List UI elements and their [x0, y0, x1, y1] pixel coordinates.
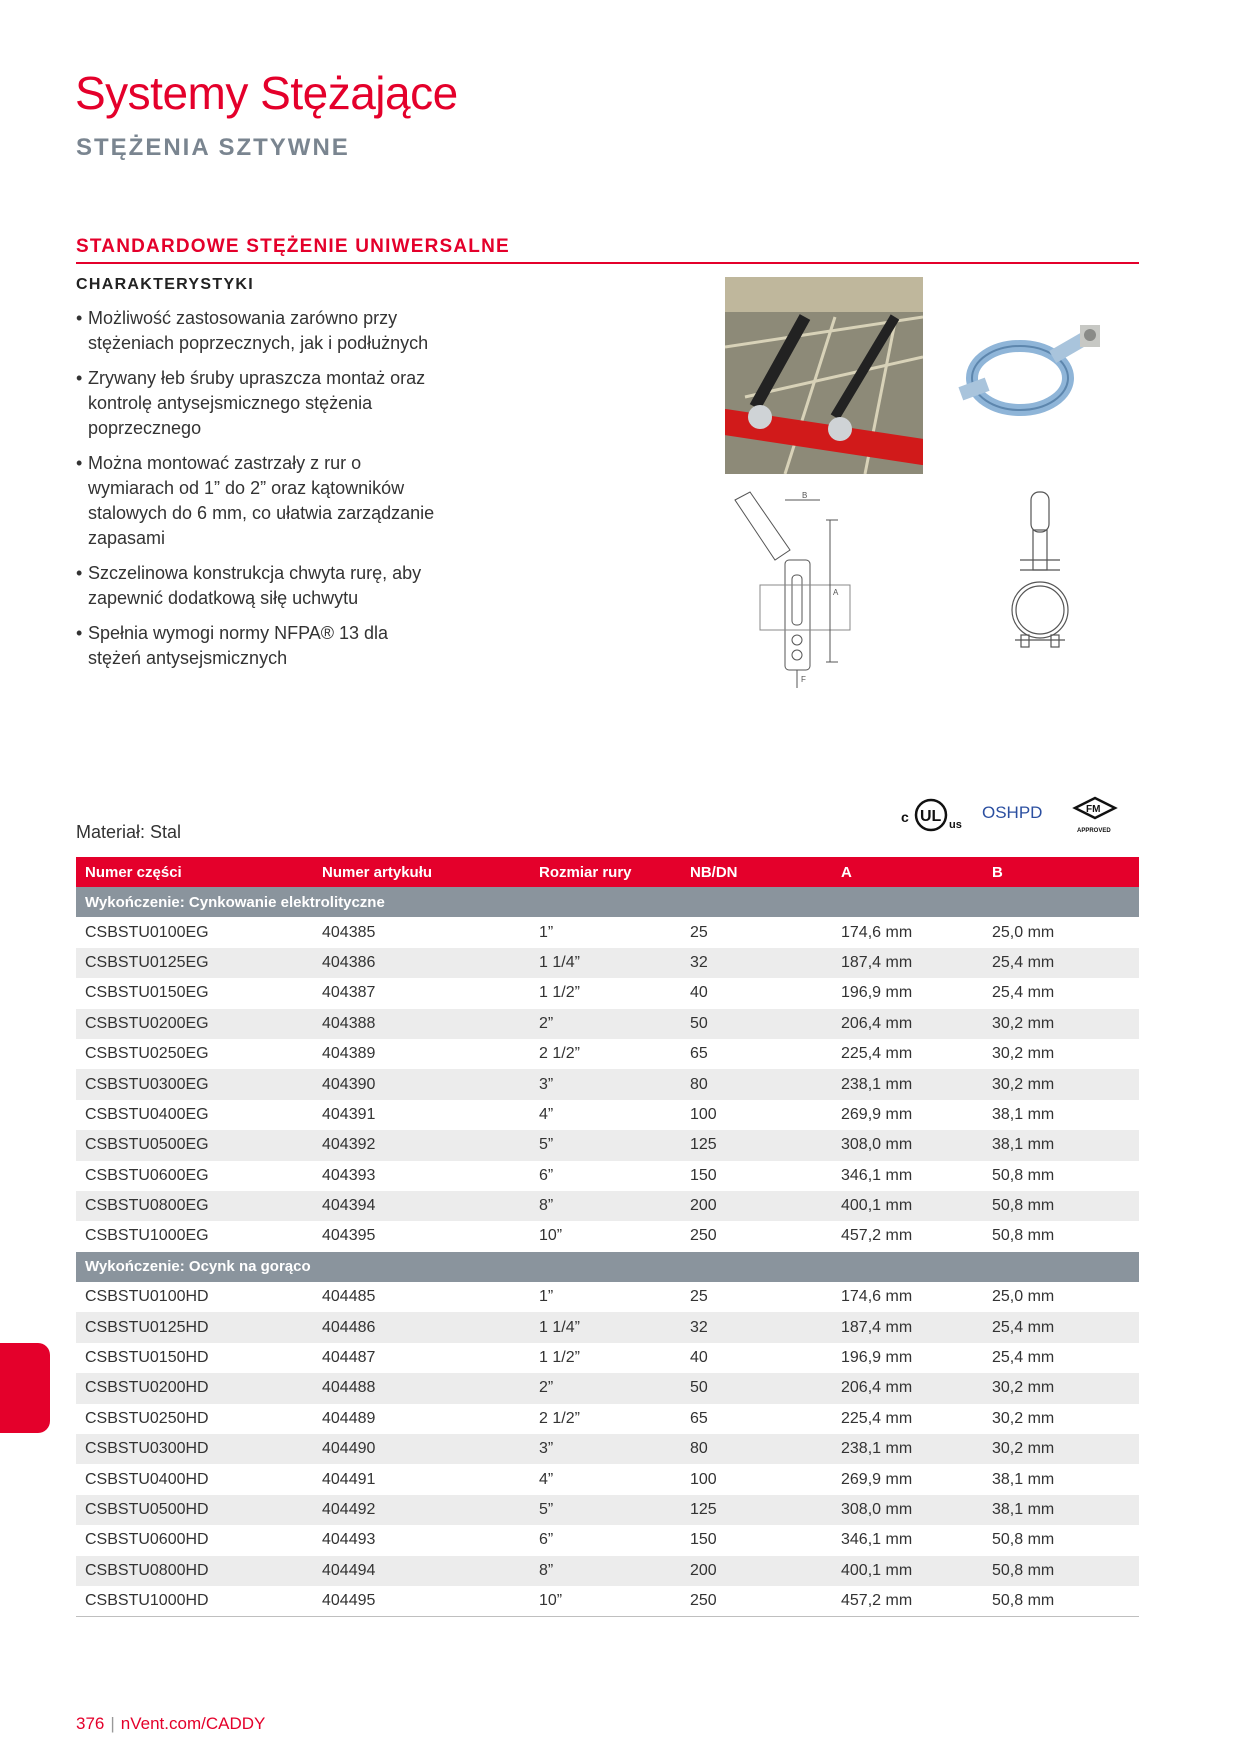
table-cell: 50,8 mm — [992, 1166, 1055, 1184]
feature-item — [76, 366, 436, 441]
table-cell: 80 — [681, 1069, 832, 1099]
table-cell: 2” — [530, 1373, 681, 1403]
table-cell: 5” — [530, 1130, 681, 1160]
table-group-row — [76, 1252, 1139, 1282]
table-cell: 404494 — [313, 1556, 530, 1586]
table-cell: 269,9 mm — [841, 1470, 913, 1488]
table-row — [76, 1221, 1139, 1251]
table-row — [76, 1556, 1139, 1586]
table-cell: 404394 — [313, 1191, 530, 1221]
feature-text: Szczelinowa konstrukcja chwyta rurę, aby zapewnić dodatkową siłę uchwytu — [88, 563, 422, 608]
table-cell: 25,4 mm — [992, 984, 1055, 1002]
table-cell: 3” — [530, 1434, 681, 1464]
table-cell: 400,1 mm — [832, 1191, 983, 1221]
product-image — [950, 320, 1110, 430]
table-group-row — [76, 887, 1139, 917]
page-number: 376 — [76, 1714, 105, 1733]
table-cell: 25 — [690, 923, 708, 941]
table-cell: 30,2 mm — [992, 1045, 1055, 1063]
table-cell: 187,4 mm — [832, 948, 983, 978]
footer — [76, 1714, 265, 1734]
table-cell: 238,1 mm — [832, 1069, 983, 1099]
table-cell: 404390 — [313, 1069, 530, 1099]
table-cell: 50,8 mm — [983, 1556, 1139, 1586]
table-cell: 8” — [530, 1556, 681, 1586]
table-cell: 404485 — [322, 1288, 376, 1306]
table-cell: 50,8 mm — [983, 1586, 1139, 1617]
table-cell: 8” — [530, 1191, 681, 1221]
bullet-icon: • — [76, 453, 83, 473]
table-cell: 30,2 mm — [983, 1434, 1139, 1464]
table-cell: 206,4 mm — [832, 1009, 983, 1039]
column-header: A — [832, 857, 983, 887]
group-title: Wykończenie: Cynkowanie elektrolityczne — [76, 887, 1139, 917]
table-cell: 65 — [690, 1409, 708, 1427]
table-row — [76, 1130, 1139, 1160]
table-cell: CSBSTU0600HD — [85, 1531, 209, 1549]
table-row — [76, 1039, 1139, 1069]
table-cell: 187,4 mm — [832, 1312, 983, 1342]
table-row — [76, 948, 1139, 978]
feature-item — [76, 561, 436, 611]
table-cell: 4” — [539, 1470, 554, 1488]
table-cell: 404387 — [322, 984, 376, 1002]
table-cell: 6” — [539, 1531, 554, 1549]
table-cell: 404386 — [313, 948, 530, 978]
table-cell: 404392 — [313, 1130, 530, 1160]
table-cell: 38,1 mm — [983, 1130, 1139, 1160]
table-cell: CSBSTU0125HD — [76, 1312, 313, 1342]
material-label: Materiał: Stal — [76, 822, 182, 842]
table-cell: 40 — [690, 984, 708, 1002]
table-cell: CSBSTU0100EG — [85, 923, 209, 941]
table-cell: 100 — [690, 1105, 717, 1123]
table-cell: 457,2 mm — [832, 1586, 983, 1617]
table-cell: 100 — [690, 1470, 717, 1488]
table-cell: 1 1/4” — [530, 1312, 681, 1342]
dimension-f-label: F — [801, 675, 806, 684]
svg-text:c: c — [901, 809, 909, 825]
table-cell: 3” — [530, 1069, 681, 1099]
installation-photo — [725, 277, 923, 474]
table-cell: CSBSTU0400EG — [85, 1105, 209, 1123]
table-cell: 2 1/2” — [539, 1045, 580, 1063]
table-cell: CSBSTU0300HD — [76, 1434, 313, 1464]
table-cell: CSBSTU0600EG — [85, 1166, 209, 1184]
table-cell: 404393 — [322, 1166, 376, 1184]
table-cell: 404389 — [322, 1045, 376, 1063]
features-heading: CHARAKTERYSTYKI — [76, 276, 255, 293]
column-header: B — [983, 857, 1139, 887]
table-cell: CSBSTU0150HD — [85, 1349, 209, 1367]
table-row — [76, 1282, 1139, 1312]
table-header-row — [76, 857, 1139, 887]
table-row — [76, 1191, 1139, 1221]
bullet-icon: • — [76, 623, 83, 643]
table-cell: 250 — [690, 1227, 717, 1245]
table-row — [76, 1312, 1139, 1342]
table-cell: 38,1 mm — [992, 1105, 1055, 1123]
table-cell: CSBSTU0500EG — [76, 1130, 313, 1160]
table-cell: 346,1 mm — [841, 1166, 913, 1184]
table-cell: 2” — [530, 1009, 681, 1039]
certification-logos — [895, 790, 1140, 840]
table-row — [76, 1009, 1139, 1039]
table-cell: 25,0 mm — [992, 1288, 1055, 1306]
table-row — [76, 1464, 1139, 1494]
table-cell: 174,6 mm — [841, 923, 913, 941]
oshpd-logo: OSHPD — [982, 803, 1043, 822]
svg-text:us: us — [949, 819, 962, 831]
table-cell: 308,0 mm — [832, 1495, 983, 1525]
table-cell: 225,4 mm — [841, 1409, 913, 1427]
table-cell: 404491 — [322, 1470, 376, 1488]
table-row — [76, 1434, 1139, 1464]
table-row — [76, 917, 1139, 947]
table-cell: 196,9 mm — [841, 984, 913, 1002]
table-cell: 50,8 mm — [983, 1191, 1139, 1221]
table-cell: 150 — [690, 1531, 717, 1549]
table-cell: 238,1 mm — [832, 1434, 983, 1464]
table-cell: 174,6 mm — [841, 1288, 913, 1306]
table-cell: 400,1 mm — [832, 1556, 983, 1586]
table-row — [76, 1404, 1139, 1434]
feature-item — [76, 306, 436, 356]
table-row — [76, 978, 1139, 1008]
table-cell: 25,4 mm — [983, 948, 1139, 978]
side-tab-marker — [0, 1343, 50, 1433]
table-cell: 50 — [681, 1373, 832, 1403]
table-cell: 25 — [690, 1288, 708, 1306]
table-cell: CSBSTU0250HD — [85, 1409, 209, 1427]
table-row — [76, 1161, 1139, 1191]
table-cell: CSBSTU0800HD — [76, 1556, 313, 1586]
footer-separator: | — [110, 1714, 115, 1733]
column-header: Rozmiar rury — [530, 857, 681, 887]
column-header: NB/DN — [681, 857, 832, 887]
table-cell: 25,0 mm — [992, 923, 1055, 941]
technical-drawing-side — [730, 490, 890, 690]
table-cell: 404388 — [313, 1009, 530, 1039]
table-row — [76, 1495, 1139, 1525]
table-cell: 50,8 mm — [992, 1531, 1055, 1549]
column-header: Numer artykułu — [313, 857, 530, 887]
table-cell: 200 — [681, 1191, 832, 1221]
table-cell: 32 — [681, 948, 832, 978]
page-title: Systemy Stężające — [75, 67, 458, 119]
table-cell: 1” — [539, 1288, 554, 1306]
feature-text: Zrywany łeb śruby upraszcza montaż oraz kontrolę antysejsmicznego stężenia poprzecznego — [88, 368, 426, 438]
table-cell: 80 — [681, 1434, 832, 1464]
table-cell: 404490 — [313, 1434, 530, 1464]
table-cell: 346,1 mm — [841, 1531, 913, 1549]
table-cell: 404495 — [313, 1586, 530, 1617]
table-cell: 50,8 mm — [992, 1227, 1055, 1245]
section-divider — [76, 262, 1139, 264]
table-cell: CSBSTU0250EG — [85, 1045, 209, 1063]
table-cell: CSBSTU0800EG — [76, 1191, 313, 1221]
bullet-icon: • — [76, 563, 83, 583]
table-cell: CSBSTU0100HD — [85, 1288, 209, 1306]
table-cell: 308,0 mm — [832, 1130, 983, 1160]
table-cell: 1 1/4” — [530, 948, 681, 978]
table-cell: CSBSTU1000EG — [85, 1227, 209, 1245]
bullet-icon: • — [76, 368, 83, 388]
dimension-a-label: A — [833, 588, 839, 597]
table-row — [76, 1100, 1139, 1130]
table-cell: 30,2 mm — [983, 1069, 1139, 1099]
dimension-b-label: B — [802, 491, 808, 500]
table-cell: 1 1/2” — [539, 984, 580, 1002]
table-cell: CSBSTU0125EG — [76, 948, 313, 978]
table-cell: 250 — [681, 1586, 832, 1617]
table-row — [76, 1586, 1139, 1617]
table-cell: 38,1 mm — [983, 1495, 1139, 1525]
table-cell: CSBSTU0200EG — [76, 1009, 313, 1039]
table-cell: 32 — [681, 1312, 832, 1342]
table-cell: 404488 — [313, 1373, 530, 1403]
table-body — [76, 887, 1139, 1617]
table-cell: 206,4 mm — [832, 1373, 983, 1403]
group-title: Wykończenie: Ocynk na gorąco — [76, 1252, 1139, 1282]
table-cell: CSBSTU1000HD — [76, 1586, 313, 1617]
table-cell: 1” — [539, 923, 554, 941]
table-cell: 457,2 mm — [841, 1227, 913, 1245]
table-cell: 269,9 mm — [841, 1105, 913, 1123]
table-cell: CSBSTU0400HD — [85, 1470, 209, 1488]
table-cell: 30,2 mm — [983, 1009, 1139, 1039]
table-cell: 2 1/2” — [539, 1409, 580, 1427]
column-header: Numer części — [76, 857, 313, 887]
ul-logo — [901, 800, 962, 831]
feature-text: Można montować zastrzały z rur o wymiarach od 1” do 2” oraz kątowników stalowych do 6 mm, co ułatwia zarządzanie zapasami — [88, 453, 435, 548]
table-cell: 25,4 mm — [992, 1349, 1055, 1367]
svg-text:APPROVED: APPROVED — [1077, 828, 1111, 834]
table-cell: 65 — [690, 1045, 708, 1063]
table-cell: 1 1/2” — [539, 1349, 580, 1367]
table-cell: 404385 — [322, 923, 376, 941]
table-cell: 4” — [539, 1105, 554, 1123]
table-cell: 404492 — [313, 1495, 530, 1525]
bullet-icon: • — [76, 308, 83, 328]
table-cell: CSBSTU0150EG — [85, 984, 209, 1002]
feature-text: Możliwość zastosowania zarówno przy stężeniach poprzecznych, jak i podłużnych — [88, 308, 429, 353]
table-row — [76, 1525, 1139, 1555]
footer-url[interactable]: nVent.com/CADDY — [120, 1714, 266, 1733]
svg-text:FM: FM — [1086, 804, 1101, 815]
parts-table — [76, 857, 1139, 1617]
page-subtitle: STĘŻENIA SZTYWNE — [76, 134, 350, 161]
table-cell: 404395 — [322, 1227, 376, 1245]
table-cell: 25,4 mm — [983, 1312, 1139, 1342]
table-row — [76, 1343, 1139, 1373]
table-cell: 38,1 mm — [992, 1470, 1055, 1488]
table-cell: 200 — [681, 1556, 832, 1586]
table-cell: 40 — [690, 1349, 708, 1367]
table-cell: 404487 — [322, 1349, 376, 1367]
features-list — [76, 306, 436, 681]
table-cell: 404486 — [313, 1312, 530, 1342]
feature-text: Spełnia wymogi normy NFPA® 13 dla stężeń antysejsmicznych — [88, 623, 389, 668]
table-cell: 225,4 mm — [841, 1045, 913, 1063]
table-row — [76, 1373, 1139, 1403]
table-cell: 5” — [530, 1495, 681, 1525]
table-cell: 10” — [530, 1586, 681, 1617]
table-cell: 6” — [539, 1166, 554, 1184]
table-cell: 404493 — [322, 1531, 376, 1549]
table-cell: 125 — [681, 1130, 832, 1160]
feature-item — [76, 451, 436, 551]
table-cell: CSBSTU0500HD — [76, 1495, 313, 1525]
table-cell: 30,2 mm — [983, 1373, 1139, 1403]
table-cell: 150 — [690, 1166, 717, 1184]
table-cell: 50 — [681, 1009, 832, 1039]
table-cell: 10” — [539, 1227, 563, 1245]
table-cell: 196,9 mm — [841, 1349, 913, 1367]
svg-text:UL: UL — [920, 808, 942, 825]
feature-item — [76, 621, 436, 671]
table-cell: 125 — [681, 1495, 832, 1525]
fm-approved-logo — [1075, 798, 1115, 834]
technical-drawing-front — [985, 490, 1095, 660]
table-cell: 30,2 mm — [992, 1409, 1055, 1427]
section-title: STANDARDOWE STĘŻENIE UNIWERSALNE — [76, 236, 510, 257]
table-cell: CSBSTU0300EG — [76, 1069, 313, 1099]
table-cell: 404391 — [322, 1105, 376, 1123]
table-cell: CSBSTU0200HD — [76, 1373, 313, 1403]
table-row — [76, 1069, 1139, 1099]
table-cell: 404489 — [322, 1409, 376, 1427]
